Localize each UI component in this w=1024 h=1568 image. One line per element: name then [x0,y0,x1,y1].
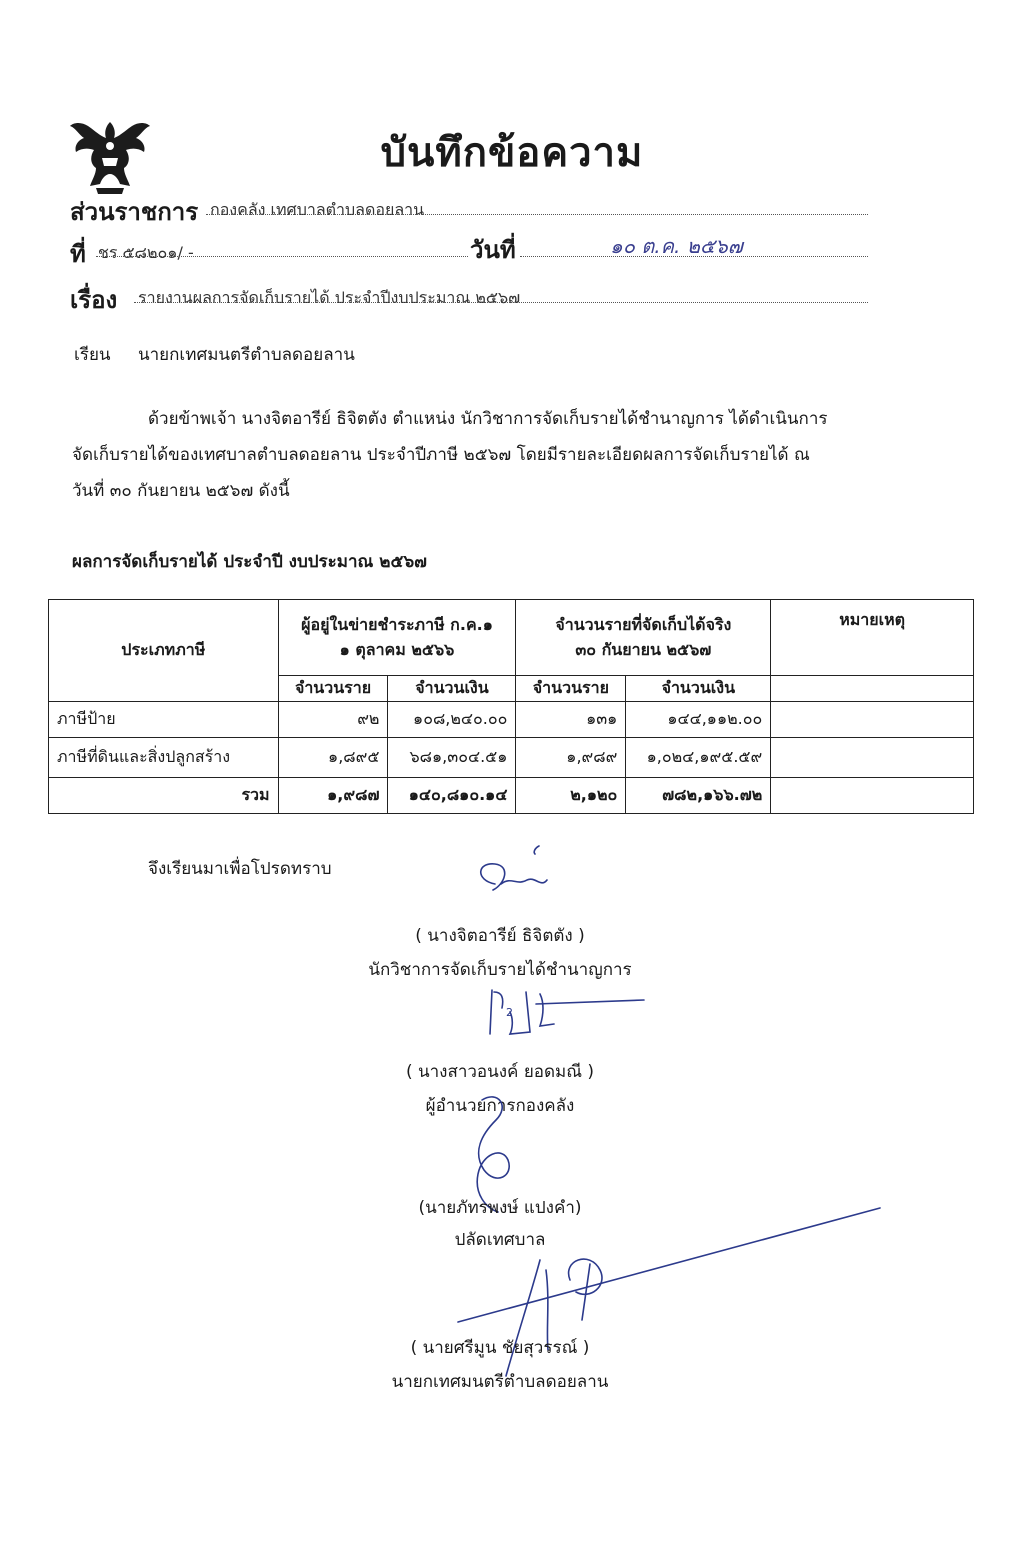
signatory-3-name: (นายภัทรพงษ์ แปงคำ) [418,1198,582,1218]
addressee-label: เรียน [74,345,111,365]
signatory-4-position: นายกเทศมนตรีตำบลดอยลาน [391,1372,609,1392]
total-amount-collected: ๗๘๒,๑๖๖.๗๒ [626,778,771,814]
department-dotline [206,214,868,215]
header-group-registered-line1: ผู้อยู่ในข่ายชำระภาษี ก.ค.๑ [301,614,493,634]
body-line-3: วันที่ ๓๐ กันยายน ๒๕๖๗ ดังนี้ [72,481,290,501]
row-tax-type: ภาษีที่ดินและสิ่งปลูกสร้าง [49,738,279,778]
header-group-collected [516,600,771,676]
row-count-registered: ๙๒ [278,702,388,738]
subheader-amount-2: จำนวนเงิน [626,676,771,702]
subject-value: รายงานผลการจัดเก็บรายได้ ประจำปีงบประมาณ ๒๕๖๗ [138,288,521,307]
document-title: บันทึกข้อความ [380,130,644,176]
signatory-1-name: ( นางจิตอารีย์ ธิจิตตัง ) [415,926,585,946]
table-title: ผลการจัดเก็บรายได้ ประจำปี งบประมาณ ๒๕๖๗ [72,552,427,572]
addressee-value: นายกเทศมนตรีตำบลดอยลาน [138,345,355,365]
row-amount-collected: ๑๔๔,๑๑๒.๐๐ [626,702,771,738]
row-count-registered: ๑,๘๙๕ [278,738,388,778]
total-note [771,778,974,814]
date-value: ๑๐ ต.ค. ๒๕๖๗ [610,234,743,258]
row-note [771,702,974,738]
subject-dotline [134,302,868,303]
subheader-count-2: จำนวนราย [516,676,626,702]
header-group-collected-line1: จำนวนรายที่จัดเก็บได้จริง [555,614,732,634]
header-group-registered [278,600,516,676]
subheader-note-blank [771,676,974,702]
subheader-amount-1: จำนวนเงิน [388,676,516,702]
total-label: รวม [49,778,279,814]
table-row [49,738,974,778]
table-total-row [49,778,974,814]
reference-value: ชร ๕๘๒๐๑/ - [98,243,194,262]
signature-2-icon [480,982,650,1052]
signatory-1-position: นักวิชาการจัดเก็บรายได้ชำนาญการ [368,960,632,980]
department-label: ส่วนราชการ [70,198,199,226]
header-group-registered-line2: ๑ ตุลาคม ๒๕๖๖ [339,639,455,659]
reference-label: ที่ [70,240,86,268]
department-value: กองคลัง เทศบาลตำบลดอยลาน [210,200,425,219]
subject-label: เรื่อง [70,286,118,314]
table-row [49,702,974,738]
row-amount-registered: ๑๐๘,๒๔๐.๐๐ [388,702,516,738]
reference-dotline [96,256,468,257]
row-amount-registered: ๖๘๑,๓๐๔.๕๑ [388,738,516,778]
header-group-collected-line2: ๓๐ กันยายน ๒๕๖๗ [575,639,712,659]
subheader-count-1: จำนวนราย [278,676,388,702]
revenue-table [48,599,974,814]
body-line-1: ด้วยข้าพเจ้า นางจิตอารีย์ ธิจิตตัง ตำแหน่ง นักวิชาการจัดเก็บรายได้ชำนาญการ ได้ดำเนินการ [148,409,828,429]
total-count-registered: ๑,๙๘๗ [278,778,388,814]
row-note [771,738,974,778]
total-amount-registered: ๑๔๐,๘๑๐.๑๔ [388,778,516,814]
row-count-collected: ๑,๙๘๙ [516,738,626,778]
total-count-collected: ๒,๑๒๐ [516,778,626,814]
row-count-collected: ๑๓๑ [516,702,626,738]
signatory-2-position: ผู้อำนวยการกองคลัง [425,1096,575,1116]
row-tax-type: ภาษีป้าย [49,702,279,738]
signature-1-icon [455,840,565,910]
date-dotline [520,256,868,257]
header-note: หมายเหตุ [771,600,974,676]
signatory-4-name: ( นายศรีมูน ชัยสุวรรณ์ ) [410,1338,590,1358]
svg-text:2: 2 [506,1006,513,1019]
signatory-2-name: ( นางสาวอนงค์ ยอดมณี ) [405,1062,595,1082]
date-label: วันที่ [470,236,516,264]
closing-text: จึงเรียนมาเพื่อโปรดทราบ [148,859,332,879]
row-amount-collected: ๑,๐๒๔,๑๙๕.๕๙ [626,738,771,778]
body-line-2: จัดเก็บรายได้ของเทศบาลตำบลดอยลาน ประจำปีภาษี ๒๕๖๗ โดยมีรายละเอียดผลการจัดเก็บรายได้ ณ [72,445,810,465]
signatory-3-position: ปลัดเทศบาล [454,1230,546,1250]
header-tax-type: ประเภทภาษี [49,600,279,702]
